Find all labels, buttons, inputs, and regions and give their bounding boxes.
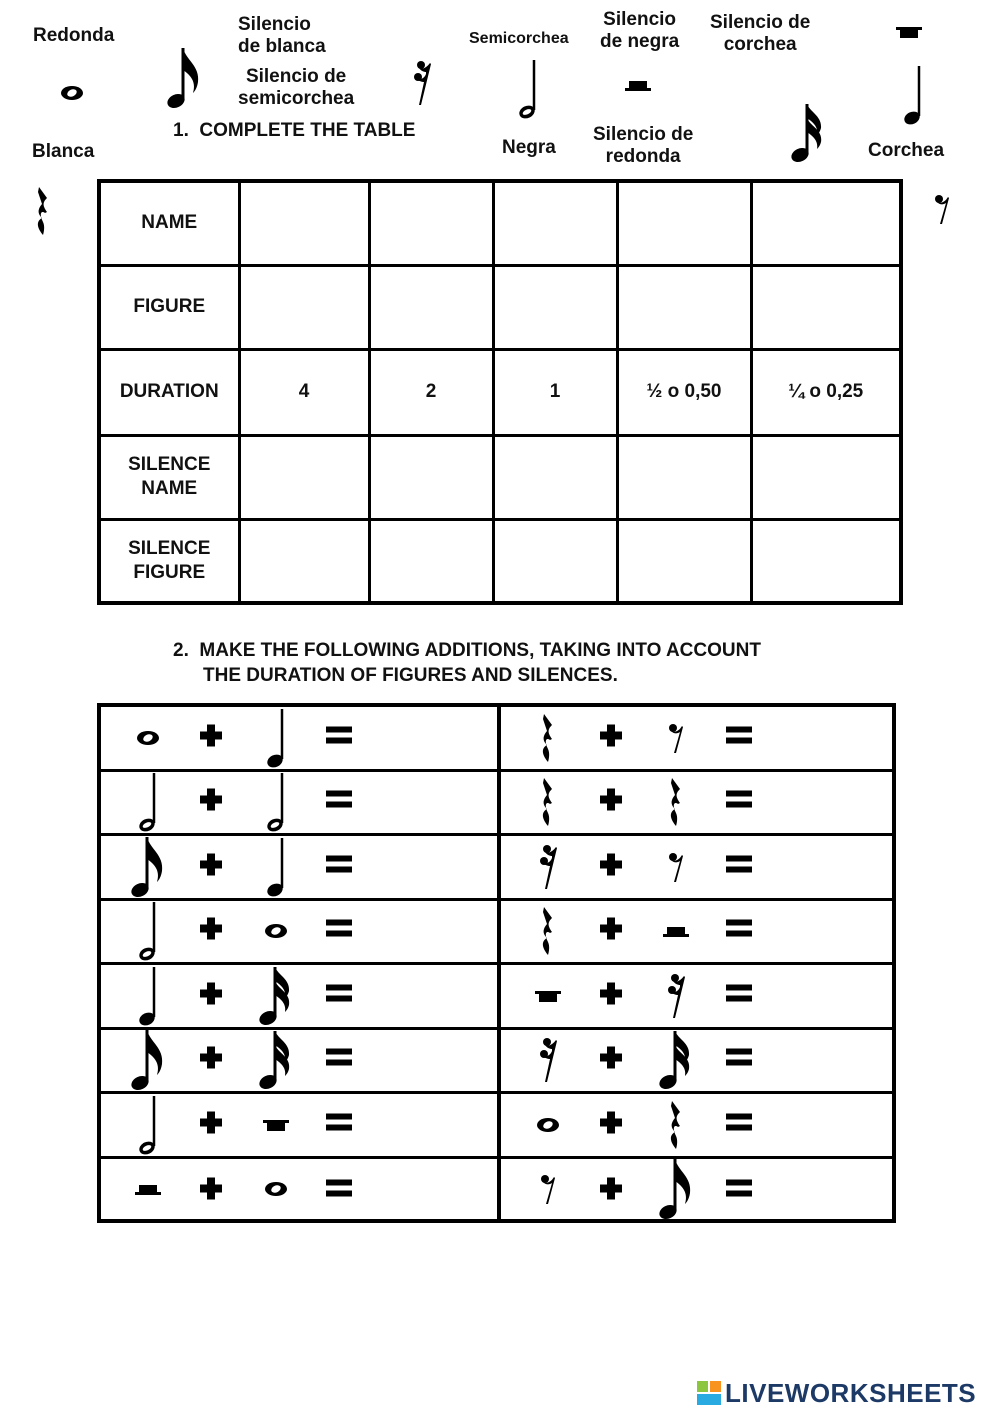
plus-icon [600, 918, 622, 945]
complete-table [97, 179, 903, 605]
sixteenth-rest-icon [666, 973, 686, 1024]
additions-table [97, 703, 896, 1223]
label-silencio-blanca-text: Silencio de blanca [238, 14, 326, 57]
addition-right-cell[interactable] [501, 901, 896, 963]
sixteenth-note-icon [658, 1029, 694, 1096]
whole-rest-icon [263, 1119, 289, 1137]
answer-cell[interactable] [369, 435, 493, 519]
quarter-rest-icon [539, 777, 557, 832]
half-note-icon [517, 58, 539, 120]
plus-icon [200, 789, 222, 816]
duration-cell: 4 [239, 349, 369, 435]
label-negra: Negra [502, 137, 556, 158]
section-2-number: 2. [173, 640, 189, 661]
addition-left-cell[interactable] [101, 1159, 497, 1224]
quarter-note-icon [137, 965, 159, 1032]
addition-row [101, 1030, 892, 1095]
plus-icon [200, 982, 222, 1009]
equals-icon [726, 1049, 752, 1072]
equals-icon [326, 1179, 352, 1202]
quarter-rest-icon [667, 777, 685, 832]
section-2-heading-line2 [203, 663, 618, 688]
section-2-title-line2: THE DURATION OF FIGURES AND SILENCES. [203, 665, 618, 686]
table-row-name [99, 181, 901, 265]
half-note-icon [265, 771, 287, 838]
label-silencio-redonda [593, 124, 693, 168]
addition-row [101, 707, 892, 772]
label-silencio-negra-text: Silencio de negra [600, 9, 680, 52]
equals-icon [726, 1113, 752, 1136]
label-silencio-negra [600, 9, 679, 53]
row-header-silence-name: SILENCE NAME [99, 435, 239, 519]
section-2-title-line1: MAKE THE FOLLOWING ADDITIONS, TAKING INTO ACCOUNT [199, 640, 761, 661]
label-redonda: Redonda [33, 25, 115, 46]
answer-cell[interactable] [369, 265, 493, 349]
quarter-rest-icon [539, 906, 557, 961]
sixteenth-note-icon [790, 102, 826, 164]
equals-icon [326, 1113, 352, 1136]
plus-icon [600, 1177, 622, 1204]
equals-icon [726, 920, 752, 943]
addition-row [101, 1159, 892, 1224]
whole-note-icon [263, 1180, 289, 1203]
equals-icon [326, 855, 352, 878]
row-header-name: NAME [99, 181, 239, 265]
whole-rest-icon [535, 990, 561, 1008]
eighth-note-icon [130, 835, 166, 904]
label-silencio-redonda-text: Silencio de redonda [593, 124, 694, 167]
answer-cell[interactable] [239, 519, 369, 603]
quarter-note-icon [265, 707, 287, 774]
plus-icon [600, 1047, 622, 1074]
label-silencio-semicorchea [238, 66, 354, 110]
answer-cell[interactable] [369, 181, 493, 265]
plus-icon [200, 724, 222, 751]
whole-note-icon [59, 84, 85, 102]
half-rest-icon [625, 80, 651, 92]
label-blanca: Blanca [32, 141, 95, 162]
sixteenth-note-icon [258, 1029, 294, 1096]
sixteenth-rest-icon [538, 1037, 558, 1088]
addition-row [101, 965, 892, 1030]
equals-icon [726, 855, 752, 878]
logo-mark-icon [697, 1381, 721, 1405]
section-1-number: 1. [173, 120, 189, 141]
eighth-note-icon [166, 46, 202, 110]
plus-icon [600, 982, 622, 1009]
sixteenth-rest-icon [538, 844, 558, 895]
addition-right-cell[interactable] [501, 965, 896, 1027]
quarter-note-icon [265, 836, 287, 903]
whole-rest-icon [896, 27, 922, 39]
answer-cell[interactable] [617, 265, 751, 349]
answer-cell[interactable] [751, 519, 901, 603]
quarter-note-icon [902, 64, 924, 126]
equals-icon [726, 791, 752, 814]
label-semicorchea: Semicorchea [469, 30, 569, 47]
eighth-rest-icon [934, 193, 950, 225]
answer-cell[interactable] [239, 181, 369, 265]
duration-cell: ¼ o 0,25 [751, 349, 901, 435]
addition-left-cell[interactable] [101, 901, 497, 963]
whole-note-icon [263, 922, 289, 945]
addition-left-cell[interactable] [101, 707, 497, 769]
half-rest-icon [663, 925, 689, 943]
plus-icon [200, 918, 222, 945]
logo-text: LIVEWORKSHEETS [725, 1377, 977, 1408]
addition-left-cell[interactable] [101, 772, 497, 834]
sixteenth-note-icon [258, 965, 294, 1032]
quarter-rest-icon [34, 186, 52, 236]
equals-icon [326, 984, 352, 1007]
addition-row [101, 901, 892, 966]
equals-icon [726, 726, 752, 749]
sixteenth-rest-icon [412, 60, 432, 106]
addition-row [101, 836, 892, 901]
plus-icon [600, 724, 622, 751]
quarter-rest-icon [539, 713, 557, 768]
addition-left-cell[interactable] [101, 965, 497, 1027]
duration-cell: 2 [369, 349, 493, 435]
plus-icon [200, 1111, 222, 1138]
addition-right-cell[interactable] [501, 707, 896, 769]
plus-icon [600, 789, 622, 816]
equals-icon [726, 984, 752, 1007]
eighth-note-icon [130, 1028, 166, 1097]
addition-right-cell[interactable] [501, 772, 896, 834]
equals-icon [326, 1049, 352, 1072]
section-1-title: COMPLETE THE TABLE [199, 120, 416, 141]
plus-icon [200, 853, 222, 880]
label-silencio-corchea-text: Silencio de corchea [710, 12, 811, 55]
addition-right-cell[interactable] [501, 836, 896, 898]
eighth-rest-icon [668, 722, 684, 759]
eighth-rest-icon [668, 851, 684, 888]
addition-left-cell[interactable] [101, 1030, 497, 1092]
eighth-rest-icon [540, 1173, 556, 1210]
answer-cell[interactable] [751, 181, 901, 265]
addition-left-cell[interactable] [101, 836, 497, 898]
table-row-silence-figure [99, 519, 901, 603]
quarter-rest-icon [667, 1100, 685, 1155]
equals-icon [326, 791, 352, 814]
addition-right-cell[interactable] [501, 1030, 896, 1092]
row-header-silence-figure: SILENCE FIGURE [99, 519, 239, 603]
eighth-note-icon [658, 1157, 694, 1226]
table-row-silence-name [99, 435, 901, 519]
plus-icon [200, 1177, 222, 1204]
addition-row [101, 772, 892, 837]
answer-cell[interactable] [493, 519, 617, 603]
half-note-icon [137, 900, 159, 967]
answer-cell[interactable] [369, 519, 493, 603]
answer-cell[interactable] [239, 265, 369, 349]
answer-cell[interactable] [493, 181, 617, 265]
answer-cell[interactable] [617, 435, 751, 519]
answer-cell[interactable] [493, 435, 617, 519]
answer-cell[interactable] [751, 435, 901, 519]
equals-icon [326, 726, 352, 749]
row-header-figure: FIGURE [99, 265, 239, 349]
section-2-heading [173, 638, 761, 663]
half-note-icon [137, 1094, 159, 1161]
whole-note-icon [535, 1116, 561, 1139]
plus-icon [600, 853, 622, 880]
half-rest-icon [135, 1183, 161, 1201]
answer-cell[interactable] [617, 519, 751, 603]
addition-left-cell[interactable] [101, 1094, 497, 1156]
equals-icon [326, 920, 352, 943]
duration-cell: 1 [493, 349, 617, 435]
label-silencio-semicorchea-text: Silencio de semicorchea [238, 66, 355, 109]
plus-icon [200, 1047, 222, 1074]
table-row-duration [99, 349, 901, 435]
row-header-duration: DURATION [99, 349, 239, 435]
label-corchea: Corchea [868, 140, 945, 161]
addition-right-cell[interactable] [501, 1094, 896, 1156]
answer-cell[interactable] [617, 181, 751, 265]
plus-icon [600, 1111, 622, 1138]
whole-note-icon [135, 729, 161, 752]
addition-right-cell[interactable] [501, 1159, 896, 1224]
table-row-figure [99, 265, 901, 349]
half-note-icon [137, 771, 159, 838]
duration-cell: ½ o 0,50 [617, 349, 751, 435]
equals-icon [726, 1179, 752, 1202]
answer-cell[interactable] [239, 435, 369, 519]
addition-row [101, 1094, 892, 1159]
label-silencio-corchea [710, 12, 810, 56]
liveworksheets-logo [697, 1378, 976, 1408]
answer-cell[interactable] [493, 265, 617, 349]
answer-cell[interactable] [751, 265, 901, 349]
section-1-heading [173, 118, 415, 143]
label-silencio-blanca [238, 14, 326, 58]
